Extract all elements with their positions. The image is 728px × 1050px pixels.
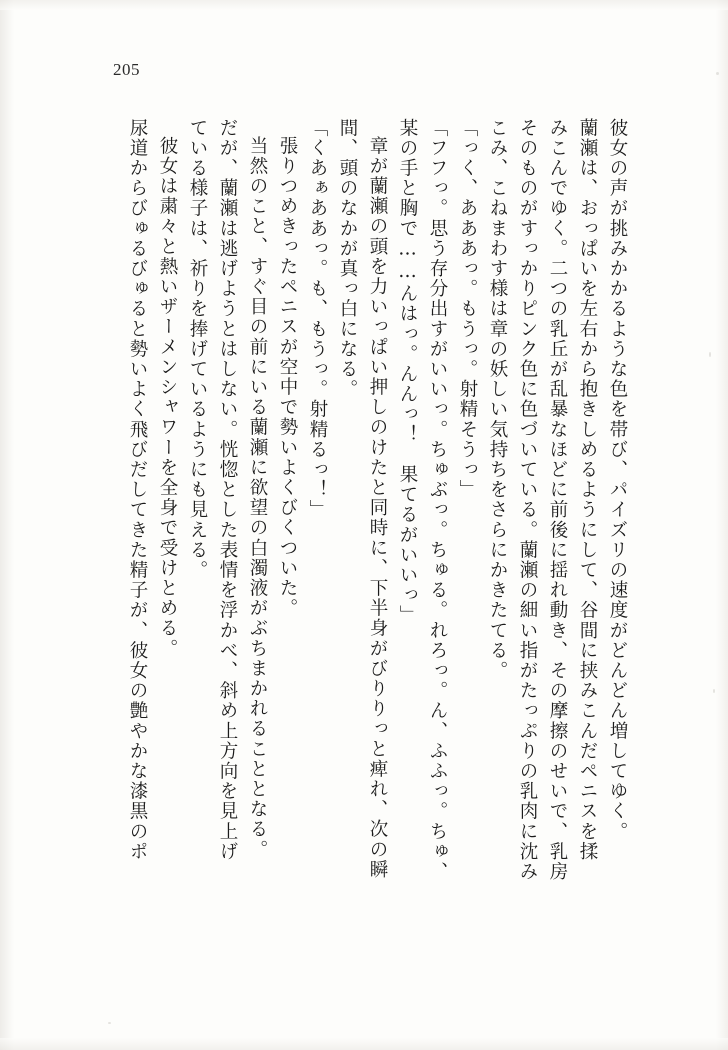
text-column: 章が蘭瀬の頭を力いっぱい押しのけたと同時に、下半身がびりりっと痺れ、次の瞬 (367, 136, 388, 880)
text-column: だが、蘭瀬は逃げようとはしない。恍惚とした表情を浮かべ、斜め上方向を見上げ (217, 118, 238, 862)
text-column: 「っく、あああっ。もうっ。射精そうっ」 (457, 118, 478, 500)
text-column: 「フフっ。思う存分出すがいいっ。ちゅぶっ。ちゅる。れろっ。ん、ふふっ。ちゅ、 (427, 118, 448, 882)
page-edge-shadow-left (0, 0, 14, 1050)
text-column: 彼女の声が挑みかかるような色を帯び、パイズリの速度がどんどん増してゆく。 (607, 118, 628, 842)
text-column: そのものがすっかりピンク色に色づいている。蘭瀬の細い指がたっぷりの乳肉に沈み (517, 118, 538, 882)
scan-speck (709, 352, 711, 357)
text-column: 張りつめきったペニスが空中で勢いよくびくついた。 (277, 136, 298, 619)
text-column: 蘭瀬は、おっぱいを左右から抱きしめるようにして、谷間に挟みこんだペニスを揉 (577, 118, 598, 862)
text-column: 彼女は粛々と熱いザーメンシャワーを全身で受けとめる。 (157, 136, 178, 659)
text-column: 尿道からびゅるびゅると勢いよく飛びだしてきた精子が、彼女の艶やかな漆黒のポ (127, 118, 148, 862)
page-edge-shadow-bottom (0, 1038, 728, 1050)
scan-speck (716, 72, 719, 75)
text-column: 某の手と胸で……んはっ。んんっ！ 果てるがいいっ」 (397, 118, 418, 626)
page-number: 205 (113, 60, 140, 79)
text-column: みこんでゆく。二つの乳丘が乱暴なほどに前後に揺れ動き、その摩擦のせいで、乳房 (547, 118, 568, 882)
text-column: 当然のこと、すぐ目の前にいる蘭瀬に欲望の白濁液がぶちまかれることとなる。 (247, 136, 268, 860)
text-column: 間、頭のなかが真っ白になる。 (337, 118, 358, 400)
vertical-text-body (86, 118, 626, 948)
text-column: こみ、こねまわす様は章の妖しい気持ちをさらにかきたてる。 (487, 118, 508, 681)
text-column: 「くあぁああっ。も、もうっ。射精るっ！」 (307, 118, 328, 520)
page-edge-shadow-top (0, 0, 728, 10)
scan-speck (108, 1022, 111, 1024)
scan-speck (713, 689, 715, 693)
text-column: ている様子は、祈りを捧げているようにも見える。 (187, 118, 208, 581)
page-edge-shadow-right (716, 0, 728, 1050)
